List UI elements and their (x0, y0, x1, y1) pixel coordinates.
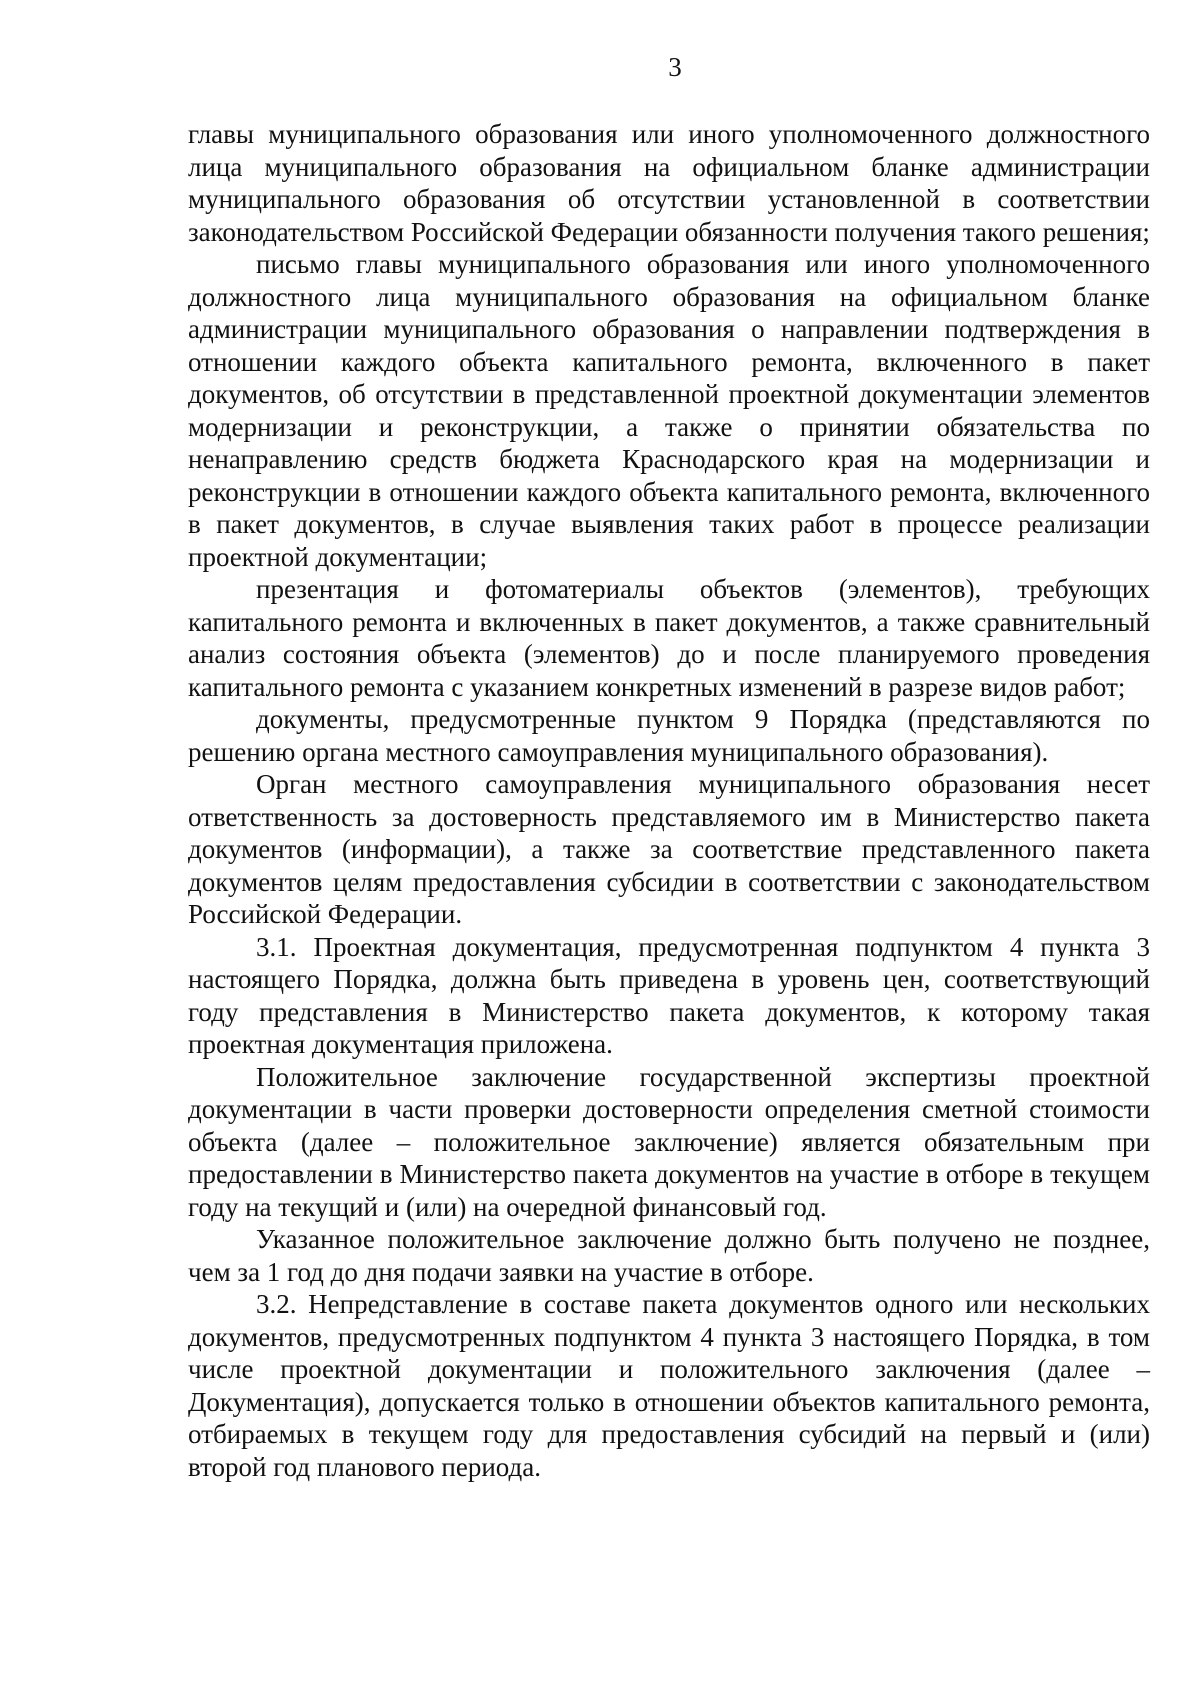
paragraph-letter-of-head: письмо главы муниципального образования или иного уполномоченного должностного лица муниципального образования на официальном бланке администрации муниципального образования о направлении подтверждения в отношении каждого объекта капитального ремонта, включенного в пакет документов, об отсутствии в представленной проектной документации элементов модернизации и реконструкции, а также о принятии обязательства по ненаправлению средств бюджета Краснодарского края на модернизации и реконструкции в отношении каждого объекта капитального ремонта, включенного в пакет документов, в случае выявления таких работ в процессе реализации проектной документации; (188, 249, 1150, 572)
page-number: 3 (668, 52, 682, 82)
paragraph-3-2: 3.2. Непредставление в составе пакета документов одного или нескольких документов, предусмотренных подпунктом 4 пункта 3 настоящего Порядка, в том числе проектной документации и положительного заключения (далее – Документация), допускается только в отношении объектов капитального ремонта, отбираемых в текущем году для предоставления субсидий на первый и (или) второй год планового периода. (188, 1289, 1150, 1482)
paragraph-responsibility: Орган местного самоуправления муниципального образования несет ответственность за достоверность представляемого им в Министерство пакета документов (информации), а также за соответствие представленного пакета документов целям предоставления субсидии в соответствии с законодательством Российской Федерации. (188, 769, 1150, 929)
paragraph-documents-item-9: документы, предусмотренные пунктом 9 Порядка (представляются по решению органа местного самоуправления муниципального образования). (188, 704, 1150, 767)
paragraph-conclusion-deadline: Указанное положительное заключение должно быть получено не позднее, чем за 1 год до дня подачи заявки на участие в отборе. (188, 1224, 1150, 1287)
paragraph-positive-conclusion: Положительное заключение государственной экспертизы проектной документации в части проверки достоверности определения сметной стоимости объекта (далее – положительное заключение) является обязательным при предоставлении в Министерство пакета документов на участие в отборе в текущем году на текущий и (или) на очередной финансовый год. (188, 1061, 1150, 1222)
paragraph-continuation: главы муниципального образования или иного уполномоченного должностного лица муниципального образования на официальном бланке администрации муниципального образования об отсутствии установленной в соответствии законодательством Российской Федерации обязанности получения такого решения; (188, 119, 1150, 247)
paragraph-3-1: 3.1. Проектная документация, предусмотренная подпунктом 4 пункта 3 настоящего Порядка, должна быть приведена в уровень цен, соответствующий году представления в Министерство пакета документов, к которому такая проектная документация приложена. (188, 931, 1150, 1059)
paragraph-presentation-photos: презентация и фотоматериалы объектов (элементов), требующих капитального ремонта и включенных в пакет документов, а также сравнительный анализ состояния объекта (элементов) до и после планируемого проведения капитального ремонта с указанием конкретных изменений в разрезе видов работ; (188, 574, 1150, 702)
document-body (188, 118, 1150, 1483)
